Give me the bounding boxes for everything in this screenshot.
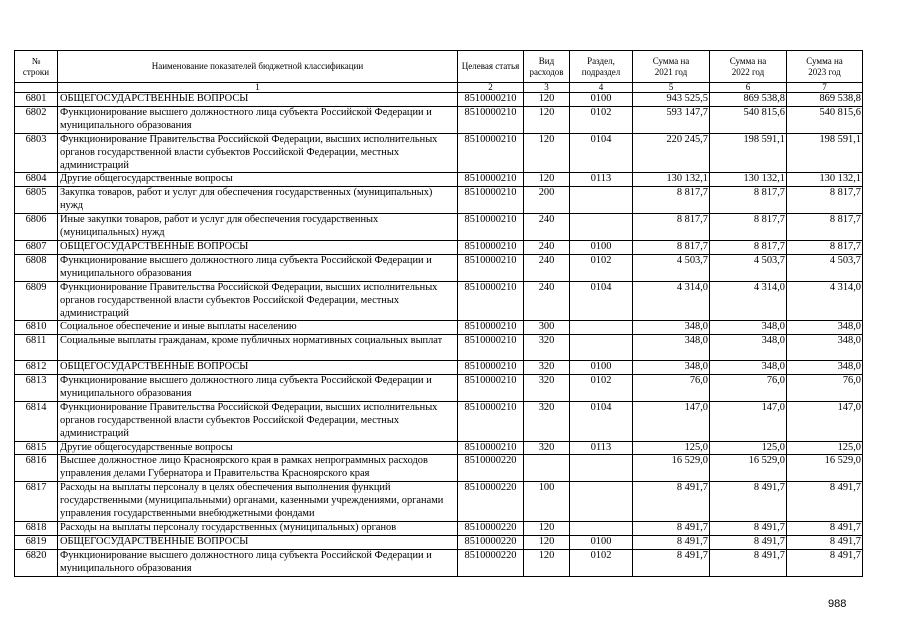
row-number-cell: 6814 <box>15 401 58 441</box>
section-cell: 0100 <box>570 93 633 107</box>
row-number-cell: 6818 <box>15 521 58 535</box>
row-number-cell: 6810 <box>15 321 58 335</box>
target-article-cell: 8510000210 <box>458 173 524 187</box>
expense-type-cell: 300 <box>524 321 570 335</box>
target-article-cell: 8510000210 <box>458 93 524 107</box>
indicator-name-cell: ОБЩЕГОСУДАРСТВЕННЫЕ ВОПРОСЫ <box>58 535 458 549</box>
sum-2021-cell: 8 817,7 <box>633 240 710 254</box>
section-cell: 0104 <box>570 401 633 441</box>
sum-2023-cell: 8 817,7 <box>787 240 863 254</box>
indicator-name-cell: Функционирование высшего должностного лица субъекта Российской Федерации и муниципального образования <box>58 106 458 133</box>
sum-2023-cell: 130 132,1 <box>787 173 863 187</box>
header-row-number: № строки <box>15 51 58 83</box>
row-number-cell: 6813 <box>15 375 58 402</box>
page-number: 988 <box>828 598 847 610</box>
row-number-cell: 6812 <box>15 361 58 375</box>
target-article-cell: 8510000210 <box>458 214 524 241</box>
indicator-name-cell: Расходы на выплаты персоналу в целях обеспечения выполнения функций государственными (муниципальными) органами, казенными учреждениями, органами управления государственными внебюджетными фондами <box>58 482 458 522</box>
column-number-cell: 2 <box>458 83 524 93</box>
table-row <box>15 521 863 535</box>
sum-2022-cell: 4 503,7 <box>710 254 787 281</box>
sum-2023-cell: 348,0 <box>787 335 863 361</box>
sum-2022-cell: 16 529,0 <box>710 455 787 482</box>
indicator-name-cell: Социальные выплаты гражданам, кроме публичных нормативных социальных выплат <box>58 335 458 361</box>
header-section: Раздел, подраздел <box>570 51 633 83</box>
sum-2023-cell: 348,0 <box>787 321 863 335</box>
indicator-name-cell: Закупка товаров, работ и услуг для обеспечения государственных (муниципальных) нужд <box>58 187 458 214</box>
sum-2023-cell: 16 529,0 <box>787 455 863 482</box>
indicator-name-cell: Высшее должностное лицо Красноярского края в рамках непрограммных расходов управления делами Губернатора и Правительства Красноярского края <box>58 455 458 482</box>
expense-type-cell: 120 <box>524 173 570 187</box>
expense-type-cell: 240 <box>524 254 570 281</box>
table-row <box>15 321 863 335</box>
sum-2023-cell: 540 815,6 <box>787 106 863 133</box>
column-number-cell: 5 <box>633 83 710 93</box>
header-sum-2023: Сумма на 2023 год <box>787 51 863 83</box>
expense-type-cell: 120 <box>524 133 570 173</box>
sum-2023-cell: 8 817,7 <box>787 187 863 214</box>
expense-type-cell: 120 <box>524 93 570 107</box>
column-number-cell: 7 <box>787 83 863 93</box>
sum-2021-cell: 8 491,7 <box>633 549 710 576</box>
table-row <box>15 361 863 375</box>
expense-type-cell: 120 <box>524 521 570 535</box>
target-article-cell: 8510000210 <box>458 133 524 173</box>
column-number-cell: 3 <box>524 83 570 93</box>
sum-2021-cell: 348,0 <box>633 361 710 375</box>
sum-2023-cell: 76,0 <box>787 375 863 402</box>
table-row <box>15 106 863 133</box>
row-number-cell: 6806 <box>15 214 58 241</box>
indicator-name-cell: ОБЩЕГОСУДАРСТВЕННЫЕ ВОПРОСЫ <box>58 93 458 107</box>
row-number-cell: 6803 <box>15 133 58 173</box>
expense-type-cell: 320 <box>524 401 570 441</box>
sum-2022-cell: 348,0 <box>710 361 787 375</box>
target-article-cell: 8510000210 <box>458 321 524 335</box>
sum-2022-cell: 8 491,7 <box>710 521 787 535</box>
target-article-cell: 8510000210 <box>458 281 524 321</box>
table-row <box>15 254 863 281</box>
sum-2023-cell: 4 314,0 <box>787 281 863 321</box>
sum-2021-cell: 8 491,7 <box>633 521 710 535</box>
sum-2021-cell: 130 132,1 <box>633 173 710 187</box>
row-number-cell: 6820 <box>15 549 58 576</box>
section-cell <box>570 335 633 361</box>
indicator-name-cell: Социальное обеспечение и иные выплаты населению <box>58 321 458 335</box>
sum-2022-cell: 8 817,7 <box>710 214 787 241</box>
column-number-cell: 6 <box>710 83 787 93</box>
sum-2022-cell: 130 132,1 <box>710 173 787 187</box>
expense-type-cell: 240 <box>524 240 570 254</box>
header-sum-2022: Сумма на 2022 год <box>710 51 787 83</box>
table-row <box>15 482 863 522</box>
sum-2022-cell: 198 591,1 <box>710 133 787 173</box>
table-row <box>15 281 863 321</box>
section-cell <box>570 482 633 522</box>
expense-type-cell: 120 <box>524 535 570 549</box>
header-target-article: Целевая статья <box>458 51 524 83</box>
sum-2022-cell: 8 491,7 <box>710 549 787 576</box>
row-number-cell: 6808 <box>15 254 58 281</box>
sum-2021-cell: 348,0 <box>633 321 710 335</box>
sum-2022-cell: 8 491,7 <box>710 482 787 522</box>
expense-type-cell: 120 <box>524 549 570 576</box>
sum-2023-cell: 8 817,7 <box>787 214 863 241</box>
indicator-name-cell: Функционирование Правительства Российской Федерации, высших исполнительных органов государственной власти субъектов Российской Федерации, местных администраций <box>58 401 458 441</box>
section-cell <box>570 455 633 482</box>
sum-2021-cell: 348,0 <box>633 335 710 361</box>
table-row <box>15 549 863 576</box>
indicator-name-cell: Функционирование высшего должностного лица субъекта Российской Федерации и муниципального образования <box>58 375 458 402</box>
sum-2022-cell: 8 817,7 <box>710 187 787 214</box>
header-expense-type: Вид расходов <box>524 51 570 83</box>
header-sum-2021: Сумма на 2021 год <box>633 51 710 83</box>
target-article-cell: 8510000210 <box>458 361 524 375</box>
sum-2023-cell: 4 503,7 <box>787 254 863 281</box>
sum-2021-cell: 8 817,7 <box>633 187 710 214</box>
target-article-cell: 8510000210 <box>458 375 524 402</box>
section-cell: 0104 <box>570 133 633 173</box>
table-row <box>15 441 863 455</box>
row-number-cell: 6805 <box>15 187 58 214</box>
row-number-cell: 6804 <box>15 173 58 187</box>
table-row <box>15 187 863 214</box>
sum-2021-cell: 76,0 <box>633 375 710 402</box>
sum-2022-cell: 147,0 <box>710 401 787 441</box>
sum-2023-cell: 8 491,7 <box>787 482 863 522</box>
target-article-cell: 8510000210 <box>458 240 524 254</box>
sum-2022-cell: 348,0 <box>710 321 787 335</box>
sum-2021-cell: 8 491,7 <box>633 535 710 549</box>
row-number-cell: 6819 <box>15 535 58 549</box>
indicator-name-cell: Другие общегосударственные вопросы <box>58 173 458 187</box>
budget-table <box>14 50 863 577</box>
expense-type-cell: 200 <box>524 187 570 214</box>
section-cell <box>570 521 633 535</box>
target-article-cell: 8510000210 <box>458 187 524 214</box>
section-cell: 0113 <box>570 441 633 455</box>
target-article-cell: 8510000220 <box>458 521 524 535</box>
row-number-cell: 6807 <box>15 240 58 254</box>
sum-2021-cell: 125,0 <box>633 441 710 455</box>
expense-type-cell: 320 <box>524 441 570 455</box>
indicator-name-cell: ОБЩЕГОСУДАРСТВЕННЫЕ ВОПРОСЫ <box>58 240 458 254</box>
column-number-cell <box>15 83 58 93</box>
sum-2023-cell: 8 491,7 <box>787 535 863 549</box>
section-cell <box>570 321 633 335</box>
header-row <box>15 51 863 83</box>
section-cell: 0100 <box>570 240 633 254</box>
section-cell <box>570 187 633 214</box>
table-row <box>15 335 863 361</box>
column-number-row <box>15 83 863 93</box>
row-number-cell: 6815 <box>15 441 58 455</box>
table-row <box>15 375 863 402</box>
target-article-cell: 8510000220 <box>458 455 524 482</box>
section-cell: 0102 <box>570 254 633 281</box>
sum-2022-cell: 125,0 <box>710 441 787 455</box>
sum-2022-cell: 8 817,7 <box>710 240 787 254</box>
section-cell: 0100 <box>570 535 633 549</box>
sum-2021-cell: 147,0 <box>633 401 710 441</box>
sum-2022-cell: 4 314,0 <box>710 281 787 321</box>
row-number-cell: 6817 <box>15 482 58 522</box>
expense-type-cell: 320 <box>524 375 570 402</box>
target-article-cell: 8510000210 <box>458 401 524 441</box>
expense-type-cell: 100 <box>524 482 570 522</box>
section-cell: 0104 <box>570 281 633 321</box>
expense-type-cell: 240 <box>524 281 570 321</box>
sum-2021-cell: 593 147,7 <box>633 106 710 133</box>
sum-2021-cell: 8 817,7 <box>633 214 710 241</box>
sum-2021-cell: 16 529,0 <box>633 455 710 482</box>
sum-2023-cell: 125,0 <box>787 441 863 455</box>
sum-2021-cell: 220 245,7 <box>633 133 710 173</box>
target-article-cell: 8510000210 <box>458 254 524 281</box>
indicator-name-cell: Функционирование высшего должностного лица субъекта Российской Федерации и муниципального образования <box>58 549 458 576</box>
column-number-cell: 4 <box>570 83 633 93</box>
sum-2021-cell: 8 491,7 <box>633 482 710 522</box>
target-article-cell: 8510000220 <box>458 535 524 549</box>
expense-type-cell <box>524 455 570 482</box>
indicator-name-cell: ОБЩЕГОСУДАРСТВЕННЫЕ ВОПРОСЫ <box>58 361 458 375</box>
section-cell: 0113 <box>570 173 633 187</box>
table-row <box>15 455 863 482</box>
row-number-cell: 6816 <box>15 455 58 482</box>
sum-2021-cell: 943 525,5 <box>633 93 710 107</box>
column-number-cell: 1 <box>58 83 458 93</box>
section-cell: 0102 <box>570 375 633 402</box>
sum-2022-cell: 869 538,8 <box>710 93 787 107</box>
sum-2021-cell: 4 314,0 <box>633 281 710 321</box>
indicator-name-cell: Функционирование Правительства Российской Федерации, высших исполнительных органов государственной власти субъектов Российской Федерации, местных администраций <box>58 281 458 321</box>
indicator-name-cell: Иные закупки товаров, работ и услуг для обеспечения государственных (муниципальных) нужд <box>58 214 458 241</box>
expense-type-cell: 240 <box>524 214 570 241</box>
target-article-cell: 8510000220 <box>458 482 524 522</box>
row-number-cell: 6809 <box>15 281 58 321</box>
table-body <box>15 83 863 577</box>
sum-2023-cell: 869 538,8 <box>787 93 863 107</box>
sum-2023-cell: 348,0 <box>787 361 863 375</box>
expense-type-cell: 320 <box>524 361 570 375</box>
sum-2023-cell: 147,0 <box>787 401 863 441</box>
header-indicator-name: Наименование показателей бюджетной классификации <box>58 51 458 83</box>
table-row <box>15 173 863 187</box>
section-cell: 0102 <box>570 549 633 576</box>
table-row <box>15 535 863 549</box>
target-article-cell: 8510000210 <box>458 441 524 455</box>
indicator-name-cell: Расходы на выплаты персоналу государственных (муниципальных) органов <box>58 521 458 535</box>
target-article-cell: 8510000210 <box>458 106 524 133</box>
indicator-name-cell: Функционирование Правительства Российской Федерации, высших исполнительных органов государственной власти субъектов Российской Федерации, местных администраций <box>58 133 458 173</box>
row-number-cell: 6801 <box>15 93 58 107</box>
table-row <box>15 133 863 173</box>
table-row <box>15 93 863 107</box>
indicator-name-cell: Другие общегосударственные вопросы <box>58 441 458 455</box>
row-number-cell: 6802 <box>15 106 58 133</box>
sum-2022-cell: 76,0 <box>710 375 787 402</box>
sum-2023-cell: 8 491,7 <box>787 521 863 535</box>
sum-2021-cell: 4 503,7 <box>633 254 710 281</box>
table-row <box>15 240 863 254</box>
expense-type-cell: 320 <box>524 335 570 361</box>
row-number-cell: 6811 <box>15 335 58 361</box>
table-row <box>15 401 863 441</box>
expense-type-cell: 120 <box>524 106 570 133</box>
section-cell: 0100 <box>570 361 633 375</box>
target-article-cell: 8510000210 <box>458 335 524 361</box>
indicator-name-cell: Функционирование высшего должностного лица субъекта Российской Федерации и муниципального образования <box>58 254 458 281</box>
sum-2023-cell: 198 591,1 <box>787 133 863 173</box>
table-row <box>15 214 863 241</box>
sum-2023-cell: 8 491,7 <box>787 549 863 576</box>
table-header <box>15 51 863 83</box>
sum-2022-cell: 540 815,6 <box>710 106 787 133</box>
section-cell: 0102 <box>570 106 633 133</box>
section-cell <box>570 214 633 241</box>
sum-2022-cell: 8 491,7 <box>710 535 787 549</box>
target-article-cell: 8510000220 <box>458 549 524 576</box>
sum-2022-cell: 348,0 <box>710 335 787 361</box>
